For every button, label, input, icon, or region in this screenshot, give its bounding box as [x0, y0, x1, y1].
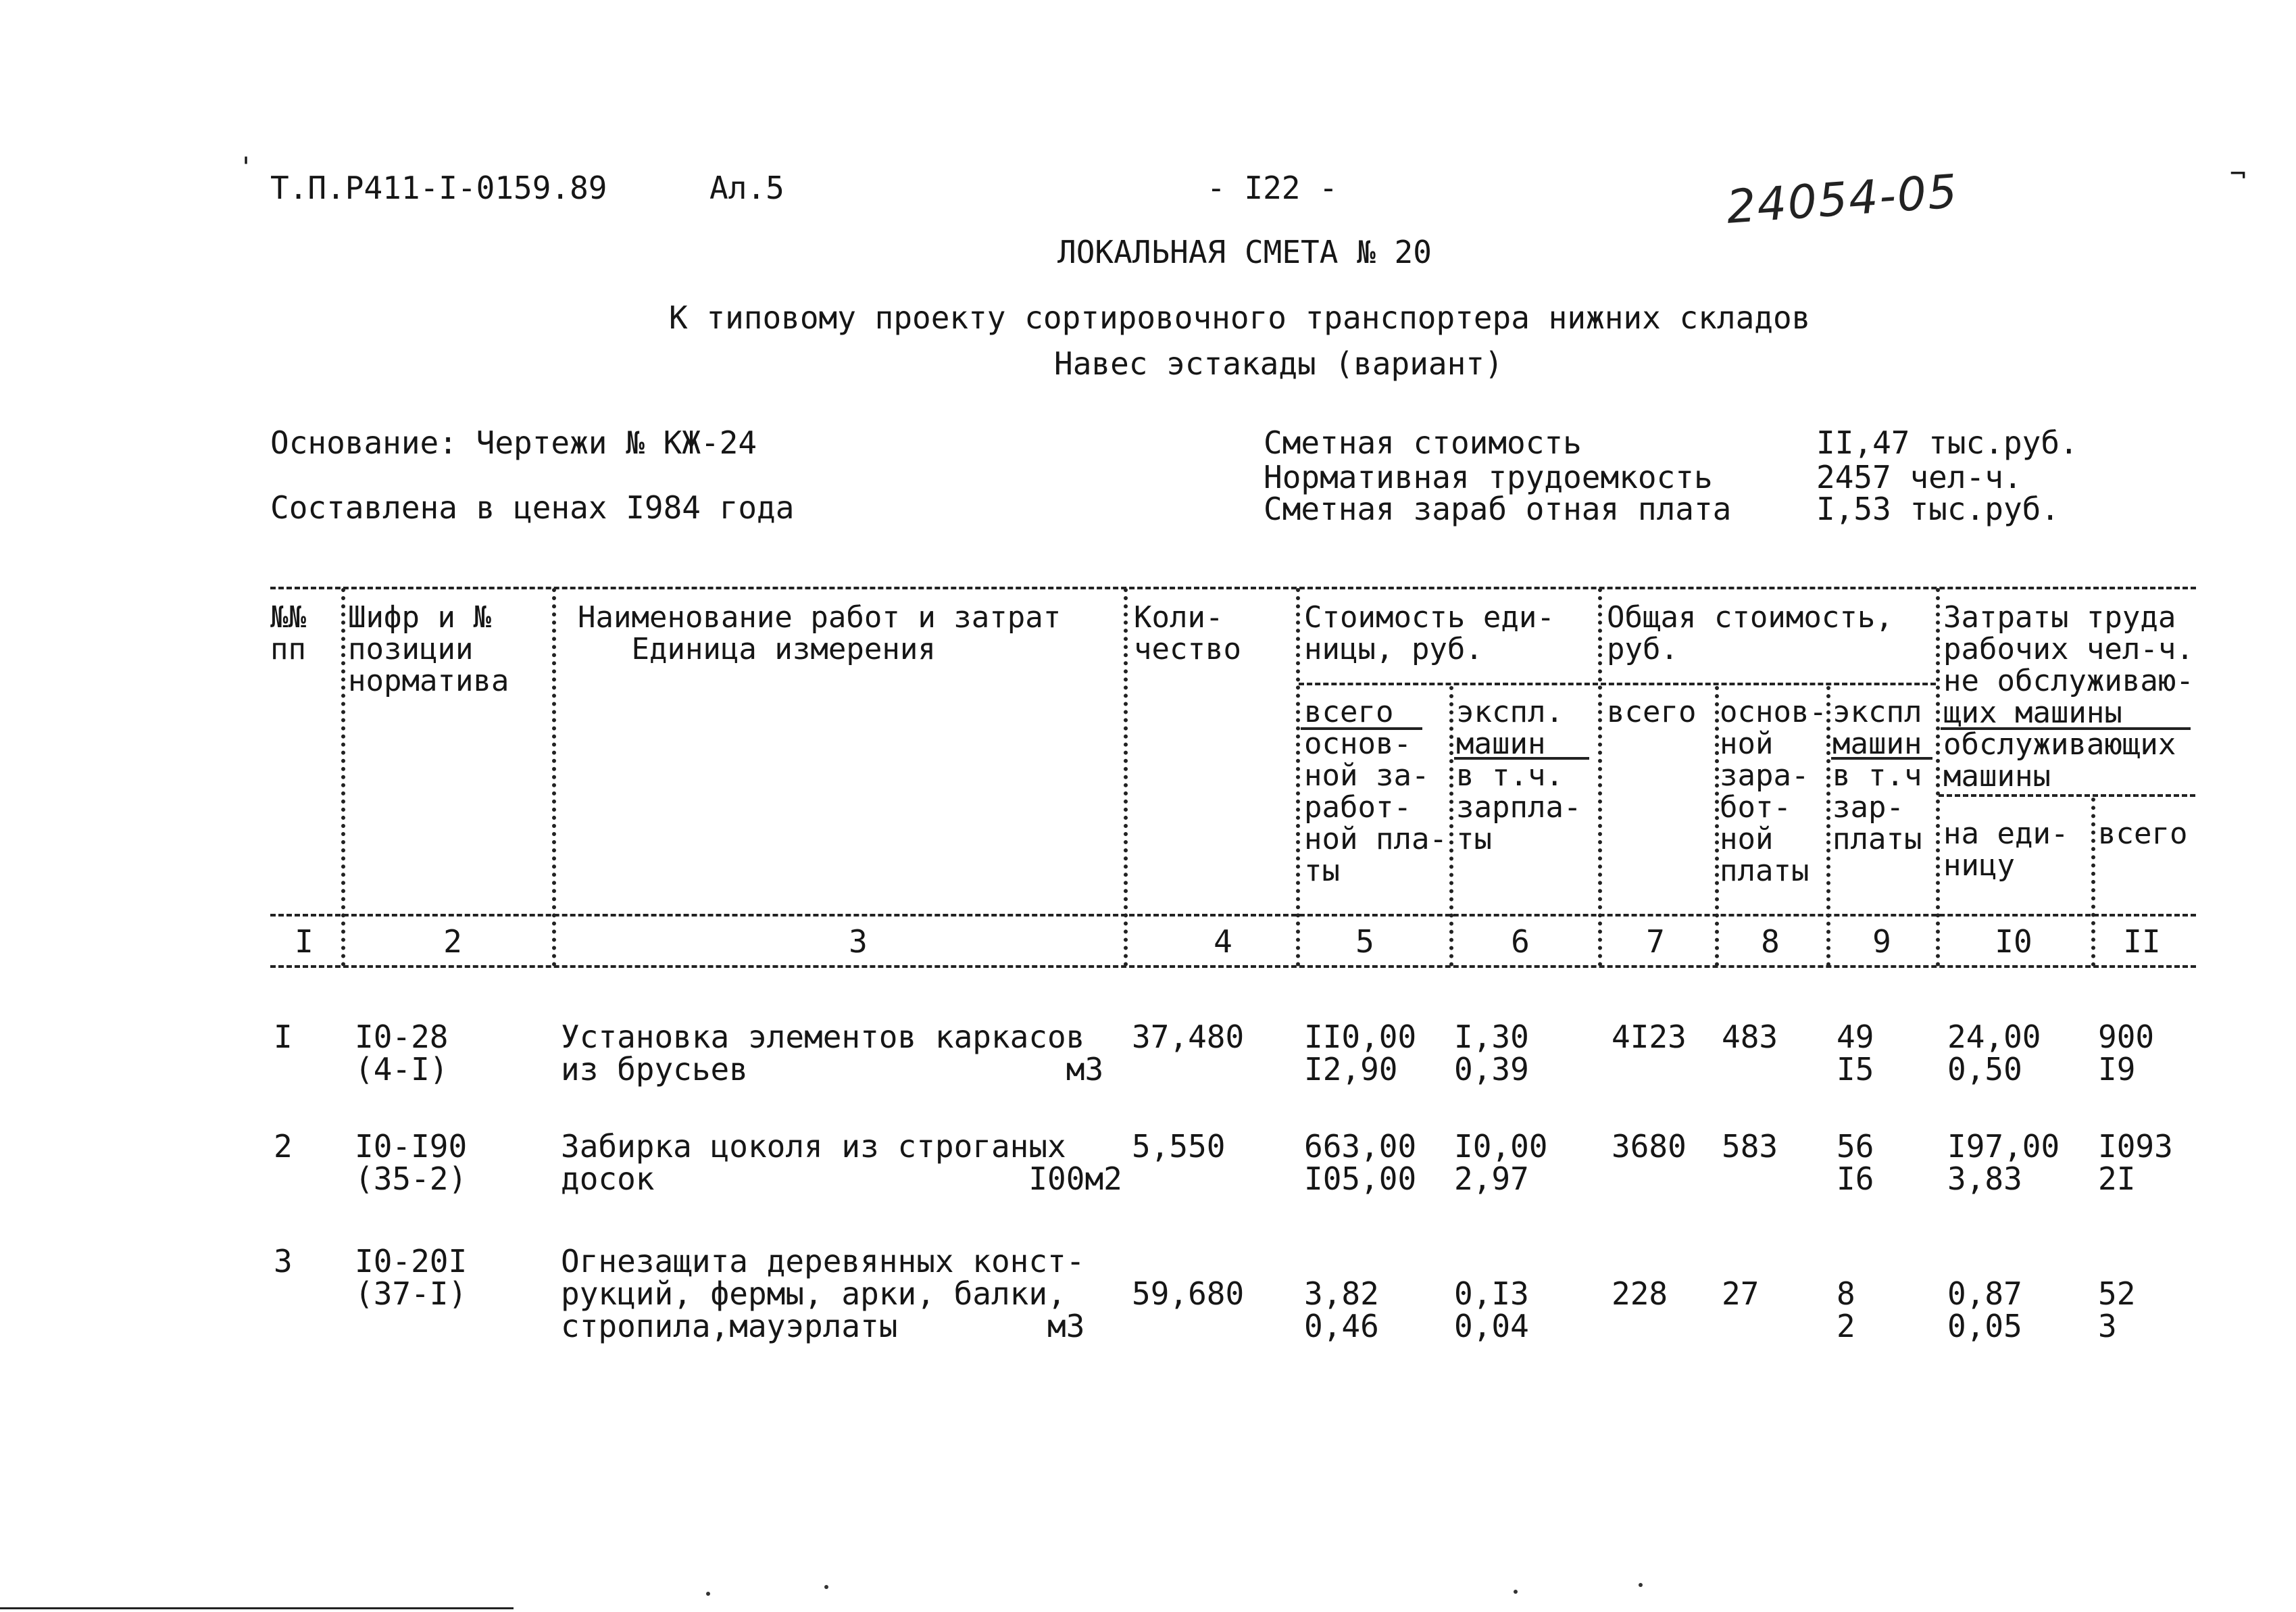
header-labor-total: всего — [2098, 816, 2188, 851]
header-row-number: №№ пп — [270, 600, 306, 666]
column-number-8: 8 — [1761, 923, 1780, 960]
labor-value: 2457 чел-ч. — [1816, 459, 2022, 495]
work-name: Забирка цоколя из строганых досок I00м2 — [561, 1128, 1122, 1197]
prices-text: Составлена в ценах I984 года — [270, 489, 795, 526]
unit-cost-subrule — [1299, 683, 1598, 685]
column-number-10: I0 — [1995, 923, 2032, 960]
labor-total: I093 2I — [2098, 1128, 2173, 1197]
column-number-3: 3 — [849, 923, 868, 960]
col-sep-7 — [1715, 686, 1719, 967]
scan-speck — [1514, 1590, 1518, 1594]
total-machines: 8 2 — [1837, 1275, 1855, 1344]
labor-total: 900 I9 — [2098, 1019, 2155, 1088]
unit-cost-machines: I0,00 2,97 — [1454, 1128, 1548, 1197]
unit-cost-machines: 0,I3 0,04 — [1454, 1275, 1529, 1344]
sheet-label: Ал.5 — [709, 170, 784, 206]
header-total-wages: основ- ной зара- бот- ной платы — [1720, 695, 1827, 888]
col-sep-6 — [1598, 588, 1602, 967]
total-wages: 583 — [1722, 1128, 1778, 1165]
header-labor: Затраты труда рабочих чел-ч. не обслуживаю- щих машины обслуживающих машины — [1943, 600, 2194, 793]
total-machines: 49 I5 — [1837, 1019, 1874, 1088]
header-total-cost: Общая стоимость, руб. — [1607, 600, 1893, 666]
wage-value: I,53 тыс.руб. — [1816, 491, 2060, 527]
colnum-top-rule — [270, 914, 2196, 917]
col-sep-3 — [1124, 588, 1128, 967]
colnum-bottom-rule — [270, 965, 2196, 968]
column-number-9: 9 — [1872, 923, 1891, 960]
page-number: - I22 - — [1207, 170, 1338, 206]
norm-code: I0-28 (4-I) — [355, 1019, 449, 1088]
column-number-2: 2 — [443, 923, 462, 960]
unit-cost-total: 3,82 0,46 — [1304, 1275, 1379, 1344]
cost-value: II,47 тыс.руб. — [1816, 424, 2078, 461]
scan-speck — [824, 1585, 828, 1589]
header-labor-per-unit: на еди- ницу — [1943, 816, 2069, 883]
corner-mark: ¬ — [2230, 159, 2247, 190]
column-number-5: 5 — [1355, 923, 1374, 960]
work-name: Огнезащита деревянных конст- рукций, фермы, арки, балки, стропила,мауэрлаты м3 — [561, 1243, 1085, 1344]
header-total-all: всего — [1607, 695, 1697, 729]
header-unit-cost-total: всего основ- ной за- работ- ной пла- ты — [1304, 695, 1447, 888]
labor-label: Нормативная трудоемкость — [1264, 459, 1713, 495]
col-sep-9 — [1936, 588, 1940, 967]
scan-speck — [1639, 1583, 1643, 1587]
quantity: 59,680 — [1132, 1275, 1245, 1312]
header-quantity: Коли- чество — [1134, 600, 1241, 666]
row-number: 3 — [274, 1243, 293, 1279]
total-wages: 27 — [1722, 1275, 1760, 1312]
unit-cost-total: II0,00 I2,90 — [1304, 1019, 1417, 1088]
header-work-name: Наименование работ и затрат Единица измерения — [578, 600, 1062, 666]
cost-label: Сметная стоимость — [1264, 424, 1582, 461]
unit-cost-machines: I,30 0,39 — [1454, 1019, 1529, 1088]
norm-code: I0-20I (37-I) — [355, 1243, 468, 1312]
column-number-7: 7 — [1646, 923, 1665, 960]
quantity: 5,550 — [1132, 1128, 1226, 1165]
work-name: Установка элементов каркасов из брусьев м3 — [561, 1019, 1104, 1088]
col-sep-10 — [2091, 798, 2095, 967]
column-number-4: 4 — [1214, 923, 1232, 960]
header-total-machines: экспл машин в т.ч зар- платы — [1832, 695, 1922, 856]
basis-text: Основание: Чертежи № КЖ-24 — [270, 424, 757, 461]
table-top-rule — [270, 587, 2196, 589]
total-all: 4I23 — [1612, 1019, 1687, 1055]
total-wages: 483 — [1722, 1019, 1778, 1055]
total-all: 228 — [1612, 1275, 1668, 1312]
header-unit-cost: Стоимость еди- ницы, руб. — [1304, 600, 1555, 666]
labor-per-unit: 24,00 0,50 — [1947, 1019, 2041, 1088]
column-number-1: I — [295, 923, 314, 960]
labor-per-unit: 0,87 0,05 — [1947, 1275, 2022, 1344]
row-number: 2 — [274, 1128, 293, 1165]
labor-subrule — [1939, 794, 2195, 797]
labor-total: 52 3 — [2098, 1275, 2136, 1344]
page-left-mark: ' — [238, 152, 255, 183]
bottom-edge-line — [0, 1607, 514, 1609]
norm-code: I0-I90 (35-2) — [355, 1128, 468, 1197]
col-sep-1 — [341, 588, 345, 967]
col-sep-2 — [552, 588, 556, 967]
total-machines: 56 I6 — [1837, 1128, 1874, 1197]
column-number-11: II — [2123, 923, 2161, 960]
total-cost-subrule — [1601, 683, 1936, 685]
labor-per-unit: I97,00 3,83 — [1947, 1128, 2060, 1197]
total-all: 3680 — [1612, 1128, 1687, 1165]
scan-speck — [706, 1592, 710, 1596]
wage-label: Сметная зараб отная плата — [1264, 491, 1732, 527]
handwritten-inventory-number: 24054-05 — [1724, 165, 1960, 235]
header-code: Шифр и № позиции норматива — [348, 600, 509, 698]
row-number: I — [274, 1019, 293, 1055]
quantity: 37,480 — [1132, 1019, 1245, 1055]
col-sep-5 — [1449, 686, 1453, 967]
estimate-title: ЛОКАЛЬНАЯ СМЕТА № 20 — [1057, 234, 1432, 270]
column-number-6: 6 — [1511, 923, 1530, 960]
header-unit-cost-machines: экспл. машин в т.ч. зарпла- ты — [1456, 695, 1582, 856]
document-code: Т.П.Р411-I-0159.89 — [270, 170, 607, 206]
object-title: Навес эстакады (вариант) — [1054, 345, 1503, 382]
project-title: К типовому проекту сортировочного транспортера нижних складов — [669, 299, 1811, 336]
unit-cost-total: 663,00 I05,00 — [1304, 1128, 1417, 1197]
col-sep-4 — [1296, 588, 1300, 967]
